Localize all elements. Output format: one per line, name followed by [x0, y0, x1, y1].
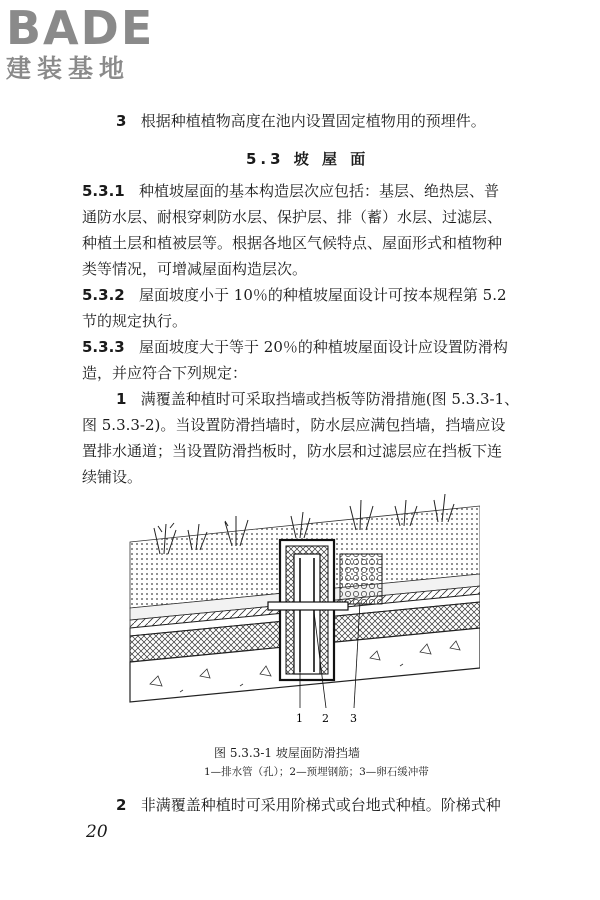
logo-sub-text: 建装基地 — [6, 54, 131, 83]
clause-5-3-1-line-4: 类等情况，可增减屋面构造层次。 — [82, 260, 308, 278]
section-heading: 5.3 坡 屋 面 — [246, 150, 370, 168]
clause-5-3-3-line-2: 造，并应符合下列规定： — [82, 364, 248, 382]
clause-5-3-2-line-1 — [82, 282, 507, 308]
clause-5-3-1-line-1 — [82, 178, 499, 204]
logo-main-text: BADE — [6, 1, 155, 55]
item-3-text: 根据种植植物高度在池内设置固定植物用的预埋件。 — [140, 112, 486, 130]
item-1-line-4: 续铺设。 — [82, 468, 143, 486]
item-3-number: 3 — [116, 112, 127, 130]
item-1-line-2: 图 5.3.3-2)。当设置防滑挡墙时，防水层应满包挡墙，挡墙应设 — [82, 416, 506, 434]
clause-5-3-1-line-3: 种植土层和植被层等。根据各地区气候特点、屋面形式和植物种 — [82, 234, 503, 252]
item-2 — [116, 792, 501, 818]
page-number: 20 — [86, 822, 108, 842]
clause-5-3-2-text-1: 屋面坡度小于 10％的种植坡屋面设计可按本规程第 5.2 — [139, 286, 507, 304]
clause-5-3-2-number: 5.3.2 — [82, 286, 125, 304]
figure-legend: 1—排水管（孔）；2—预埋钢筋；3—卵石缓冲带 — [204, 766, 429, 778]
item-1-number: 1 — [116, 390, 127, 408]
figure-caption: 图 5.3.3-1 坡屋面防滑挡墙 — [214, 746, 360, 760]
callout-3: 3 — [350, 712, 357, 725]
item-3 — [116, 108, 486, 134]
clause-5-3-1-line-2: 通防水层、耐根穿刺防水层、保护层、排（蓄）水层、过滤层、 — [82, 208, 503, 226]
item-1-line-3: 置排水通道；当设置防滑挡板时，防水层和过滤层应在挡板下连 — [82, 442, 503, 460]
item-2-text: 非满覆盖种植时可采用阶梯式或台地式种植。阶梯式种 — [140, 796, 501, 814]
item-1-text-1: 满覆盖种植时可采取挡墙或挡板等防滑措施(图 5.3.3-1、 — [140, 390, 520, 408]
clause-5-3-1-number: 5.3.1 — [82, 182, 125, 200]
item-1-line-1 — [116, 386, 519, 412]
callout-1: 1 — [296, 712, 303, 725]
clause-5-3-1-text-1: 种植坡屋面的基本构造层次应包括：基层、绝热层、普 — [139, 182, 500, 200]
logo — [6, 2, 176, 84]
figure-anti-slip-wall — [120, 462, 480, 730]
clause-5-3-2-line-2: 节的规定执行。 — [82, 312, 188, 330]
clause-5-3-3-text-1: 屋面坡度大于等于 20％的种植坡屋面设计应设置防滑构 — [139, 338, 508, 356]
item-2-number: 2 — [116, 796, 127, 814]
clause-5-3-3-line-1 — [82, 334, 508, 360]
clause-5-3-3-number: 5.3.3 — [82, 338, 125, 356]
figure-drawing — [120, 462, 480, 730]
callout-2: 2 — [322, 712, 329, 725]
